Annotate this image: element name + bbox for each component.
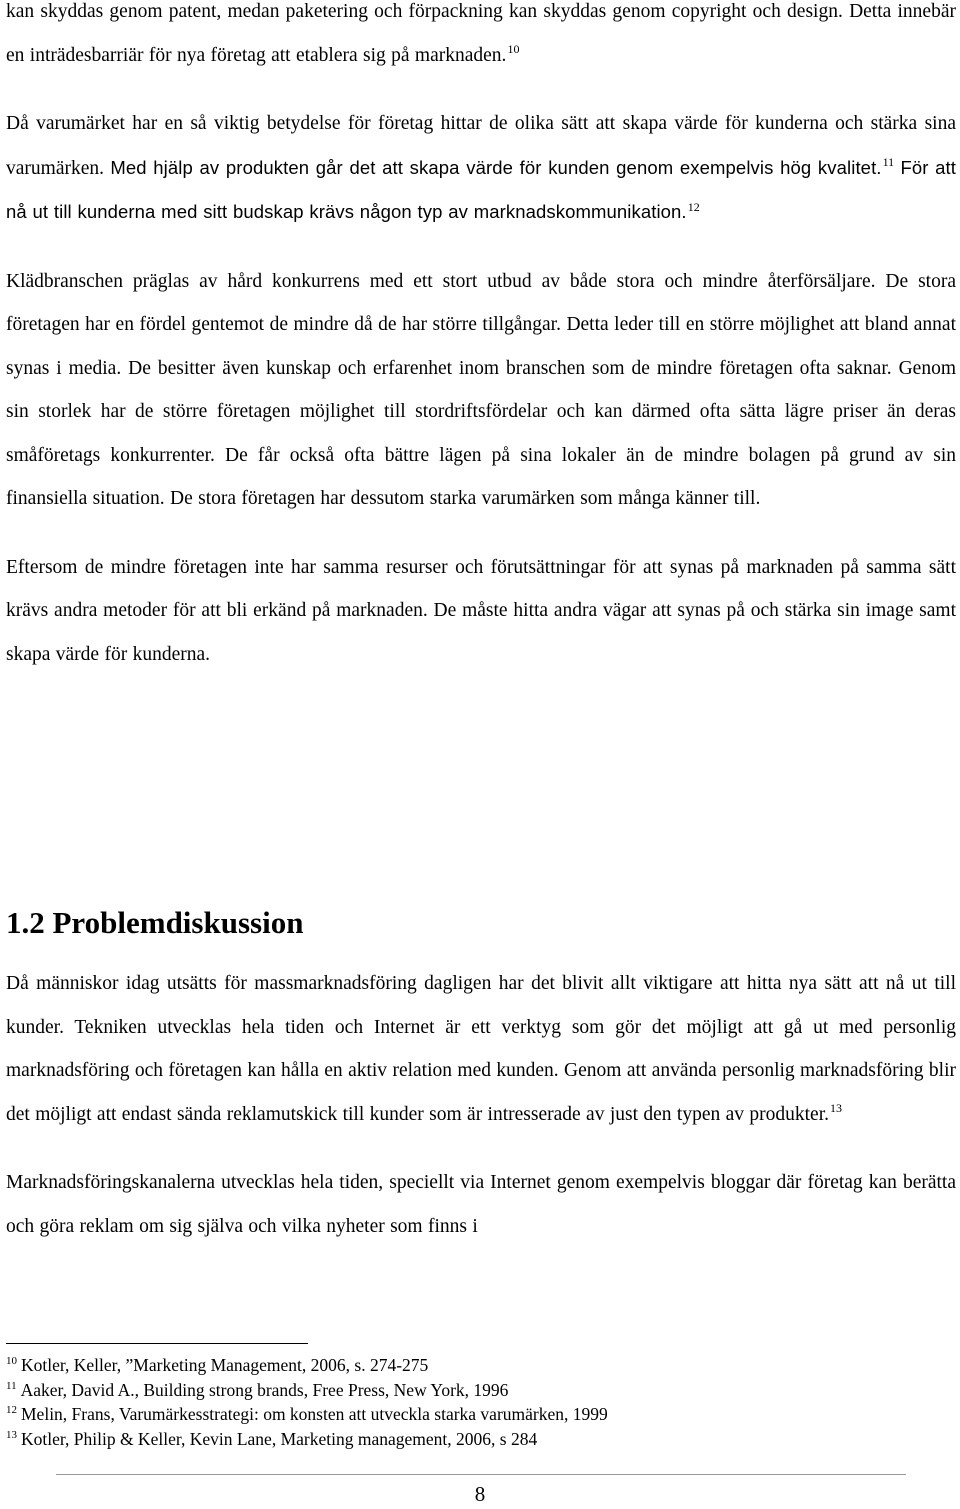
paragraph-mass-marketing — [6, 962, 956, 1136]
footnote-text: Melin, Frans, Varumärkesstrategi: om konsten att utveckla starka varumärken, 1999 — [21, 1404, 608, 1424]
paragraph-text: Då människor idag utsätts för massmarknadsföring dagligen har det blivit allt viktigare att hitta nya sätt att nå ut till kunder. Tekniken utvecklas hela tiden och Internet är ett verktyg som gör det möjligt att gå ut med personlig marknadsföring och företagen kan hålla en aktiv relation med kunden. Genom att använda personlig marknadsföring blir det möjligt att endast sända reklamutskick till kunder som är intresserade av just den typen av produkter. — [6, 973, 956, 1125]
paragraph-marketing-channels: Marknadsföringskanalerna utvecklas hela tiden, speciellt via Internet genom exempelvis bloggar där företag kan berätta och göra reklam om sig själva och vilka nyheter som finns i — [6, 1172, 956, 1237]
footnote — [6, 1378, 956, 1403]
section-heading: 1.2 Problemdiskussion — [6, 905, 304, 940]
footnote — [6, 1427, 956, 1452]
document-page — [6, 0, 956, 676]
footnote-number: 10 — [6, 1355, 17, 1368]
footnote-text: Aaker, David A., Building strong brands, Free Press, New York, 1996 — [20, 1379, 509, 1400]
paragraph-text-sans: För att nå ut till kunderna med sitt budskap krävs någon typ av marknadskommunikation. — [6, 156, 957, 222]
footnote-text: Kotler, Keller, ”Marketing Management, 2006, s. 274-275 — [21, 1355, 429, 1375]
footnote-number: 11 — [6, 1379, 17, 1392]
paragraph-brand-value — [6, 102, 956, 235]
footnote-ref: 13 — [830, 1101, 843, 1115]
footnote-ref: 11 — [882, 155, 895, 169]
paragraph-smaller-companies: Eftersom de mindre företagen inte har samma resurser och förutsättningar för att synas på marknaden på samma sätt krävs andra metoder för att bli erkänd på marknaden. De måste hitta andra vägar att synas på och stärka sin image samt skapa värde för kunderna. — [6, 556, 956, 665]
footnote-number: 13 — [6, 1428, 17, 1441]
footnote-separator — [6, 1343, 308, 1344]
footnotes — [6, 1353, 956, 1451]
footnote-ref: 10 — [507, 42, 520, 56]
paragraph-text: Då varumärket har en så viktig betydelse för företag hittar de olika sätt att skapa värde för kunderna och stärka sina varumärken. — [6, 113, 956, 179]
footnote — [6, 1353, 956, 1378]
page-footer-rule — [56, 1474, 906, 1475]
footnote-number: 12 — [6, 1404, 17, 1417]
paragraph-top — [6, 0, 956, 77]
paragraph-clothing-industry: Klädbranschen präglas av hård konkurrens med ett stort utbud av både stora och mindre återförsäljare. De stora företagen har en fördel gentemot de mindre då de har större tillgångar. Detta leder till en större möjlighet att bland annat synas i media. De besitter även kunskap och erfarenhet inom branschen som de mindre företagen ofta saknar. Genom sin storlek har de större företagen möjlighet till stordriftsfördelar och kan därmed ofta sätta lägre priser än deras småföretags konkurrenter. De får också ofta bättre lägen på sina lokaler än de mindre bolagen på grund av sin finansiella situation. De stora företagen har dessutom starka varumärken som många känner till. — [6, 270, 956, 509]
paragraph-text: kan skyddas genom patent, medan paketering och förpackning kan skyddas genom copyright och design. Detta innebär en inträdesbarriär för nya företag att etablera sig på marknaden. — [6, 1, 956, 66]
footnote-ref: 12 — [687, 199, 700, 214]
page-number: 8 — [474, 1482, 486, 1506]
footnote — [6, 1402, 956, 1427]
paragraph-text-sans: Med hjälp av produkten går det att skapa värde för kunden genom exempelvis hög kvalitet. — [110, 156, 882, 178]
footnote-text: Kotler, Philip & Keller, Kevin Lane, Marketing management, 2006, s 284 — [21, 1428, 538, 1449]
section-body — [6, 962, 956, 1248]
